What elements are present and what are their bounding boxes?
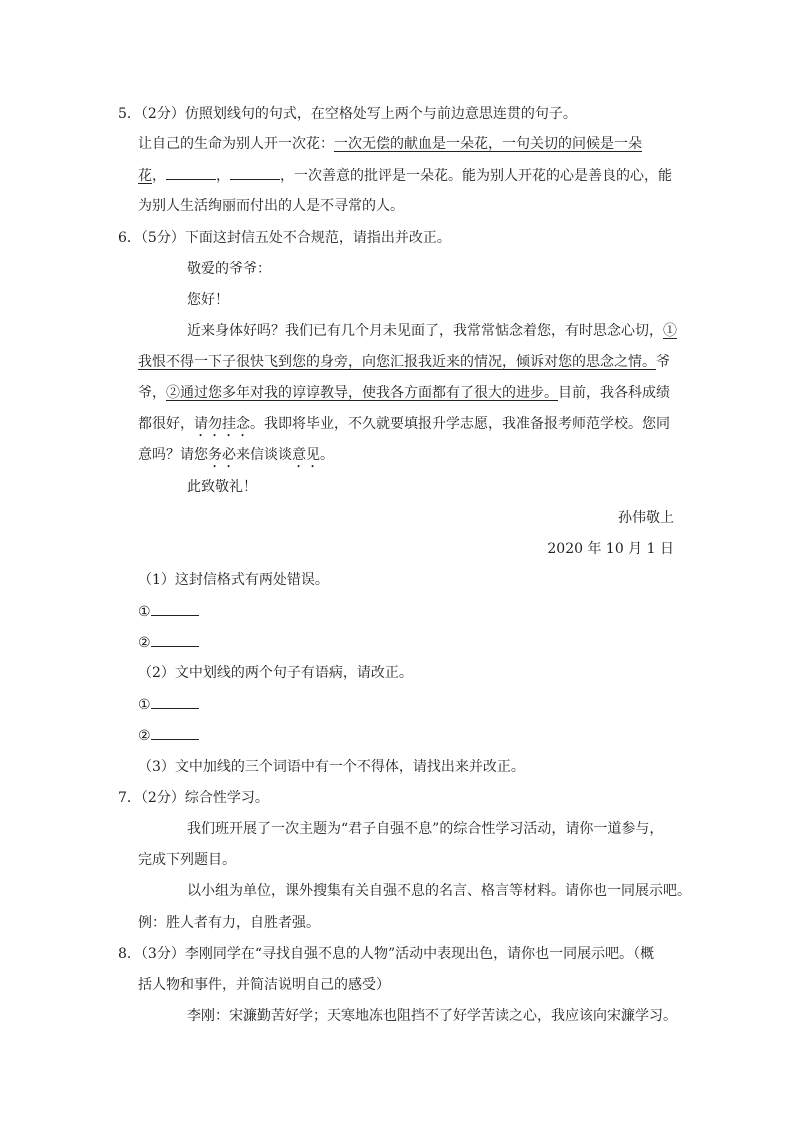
q6-sub2-answer-1: ① bbox=[138, 694, 199, 715]
q5-blank-1[interactable] bbox=[166, 165, 216, 180]
q6-sub3: （3）文中加线的三个词语中有一个不得体，请找出来并改正。 bbox=[138, 759, 525, 775]
q6-sub1-answer-1: ① bbox=[138, 601, 199, 622]
letter-underlined-sentence-1: 我恨不得一下子很快飞到您的身旁，向您汇报我近来的情况，倾诉对您的思念之情。 bbox=[138, 354, 656, 370]
q8-heading-2: 括人物和事件，并简洁说明自己的感受） bbox=[138, 977, 390, 993]
letter-underlined-sentence-2: ②通过您多年对我的谆谆教导，使我各方面都有了很大的进步。 bbox=[166, 385, 558, 401]
letter-line-1: 近来身体好吗？我们已有几个月未见面了，我常常惦念着您，有时思念心切，① bbox=[187, 323, 677, 339]
answer-blank[interactable] bbox=[151, 632, 199, 647]
q7-paragraph-1: 我们班开展了一次主题为“君子自强不息”的综合性学习活动，请你一道参与， bbox=[187, 821, 664, 837]
q8-heading: 8．（3分）李刚同学在“寻找自强不息的人物”活动中表现出色，请你也一同展示吧。（概 bbox=[118, 946, 655, 962]
q6-sub1-answer-2: ② bbox=[138, 632, 199, 653]
letter-hello: 您好！ bbox=[187, 292, 229, 308]
q7-paragraph-2: 以小组为单位，课外搜集有关自强不息的名言、格言等材料。请你也一同展示吧。 bbox=[187, 883, 691, 899]
dotted-word-1: 请勿挂念 bbox=[194, 416, 250, 432]
q5-line-1: 让自己的生命为别人开一次花：一次无偿的献血是一朵花，一句关切的问候是一朵 bbox=[138, 136, 642, 152]
q5-underlined-sentence: 一次无偿的献血是一朵花，一句关切的问候是一朵 bbox=[334, 136, 642, 152]
q5-line-3: 为别人生活绚丽而付出的人是不寻常的人。 bbox=[138, 198, 404, 214]
q5-heading: 5．（2分）仿照划线句的句式，在空格处写上两个与前边意思连贯的句子。 bbox=[118, 106, 577, 122]
q6-sub2-answer-2: ② bbox=[138, 725, 199, 746]
q5-blank-2[interactable] bbox=[230, 165, 280, 180]
answer-blank[interactable] bbox=[151, 601, 199, 616]
q7-example: 例：胜人者有力，自胜者强。 bbox=[138, 915, 320, 931]
q6-sub1: （1）这封信格式有两处错误。 bbox=[138, 572, 329, 588]
letter-line-5: 意吗？请您务必来信谈谈意见。 bbox=[138, 447, 334, 463]
dotted-word-3: 意见 bbox=[292, 447, 320, 463]
q6-heading: 6．（5分）下面这封信五处不合规范，请指出并改正。 bbox=[118, 230, 451, 246]
q7-paragraph-1b: 完成下列题目。 bbox=[138, 852, 236, 868]
letter-closing: 此致敬礼！ bbox=[187, 479, 257, 495]
q8-example: 李刚：宋濂勤苦好学；天寒地冻也阻挡不了好学苦读之心，我应该向宋濂学习。 bbox=[187, 1008, 677, 1024]
letter-signature: 孙伟敬上 bbox=[618, 510, 674, 526]
letter-line-3: 爷，②通过您多年对我的谆谆教导，使我各方面都有了很大的进步。目前，我各科成绩 bbox=[138, 385, 670, 401]
letter-line-4: 都很好，请勿挂念。我即将毕业，不久就要填报升学志愿，我准备报考师范学校。您同 bbox=[138, 416, 670, 432]
letter-date: 2020 年 10 月 1 日 bbox=[547, 541, 674, 557]
letter-greeting: 敬爱的爷爷： bbox=[187, 261, 271, 277]
q6-sub2: （2）文中划线的两个句子有语病，请改正。 bbox=[138, 665, 413, 681]
letter-line-2: 我恨不得一下子很快飞到您的身旁，向您汇报我近来的情况，倾诉对您的思念之情。爷 bbox=[138, 354, 670, 370]
q5-line-2: 花， ， ，一次善意的批评是一朵花。能为别人开花的心是善良的心，能 bbox=[138, 165, 672, 186]
answer-blank[interactable] bbox=[151, 725, 199, 740]
dotted-word-2: 务必 bbox=[208, 447, 236, 463]
answer-blank[interactable] bbox=[151, 694, 199, 709]
q7-heading: 7．（2分）综合性学习。 bbox=[118, 790, 269, 806]
